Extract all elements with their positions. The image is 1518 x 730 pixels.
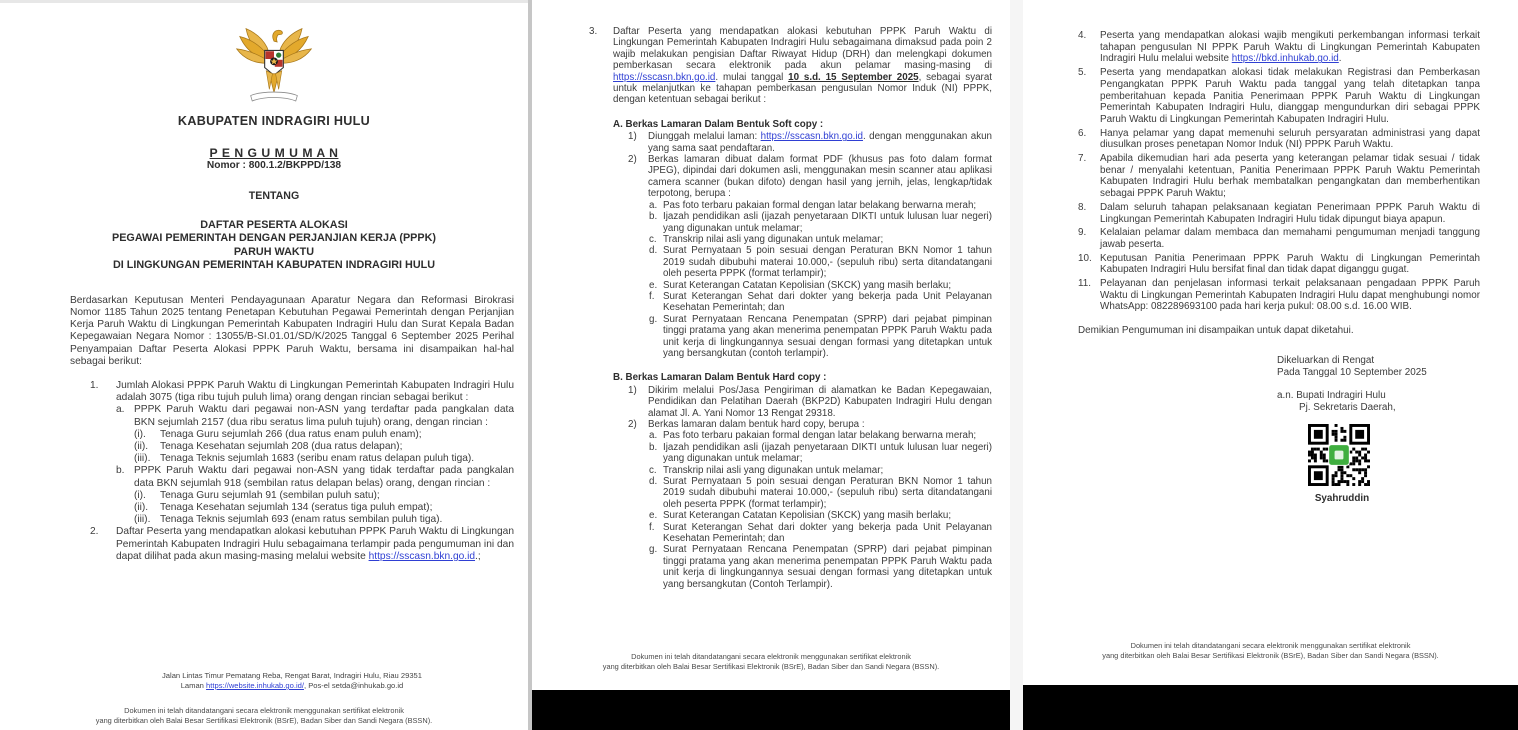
list-item-1: 1. Jumlah Alokasi PPPK Paruh Waktu di Lingkungan Pemerintah Kabupaten Indragiri Hulu adalah 3075 (tiga ribu tujuh puluh lima) orang dengan rincian sebagai berikut : a. PPPK Paruh Waktu dari pegawai non-ASN yang terdaftar pada pangkalan data BKN sejumlah 2157 (dua ribu seratus lima puluh tujuh) orang, dengan rincian : (i). Tenaga Guru sejumlah 266 (dua ratus enam puluh enam); (ii). Tenaga Kesehatan sejumlah 208 (dua ratus delapan); (iii). Tenaga Teknis sejumlah 1683 (seribu enam ratus delapan puluh tiga). b. PPPK Paruh Waktu dari pegawai non-ASN yang tidak terdaftar pada pangkalan data BKN sejumlah 918 (sembilan ratus delapan belas) orang, dengan rincian : (i). Tenaga Guru sejumlah 91 (sembilan puluh satu); (ii). Tenaga Kesehatan sejumlah 134 (seratus tiga puluh empat); (iii). Tenaga Teknis sejumlah 693 (enam ratus sembilan puluh tiga). [90,380,514,526]
doc-item: g. Surat Pernyataan Rencana Penempatan (SPRP) dari pejabat pimpinan tinggi pratama yang akan menerima penempatan PPPK Paruh Waktu pada unit kerja di lingkungannya sesuai dengan formasi yang ditetapkan untuk yang bersangkutan (Contoh Terlampir). [649,544,992,590]
address-line: Jalan Lintas Timur Pematang Reba, Rengat Barat, Indragiri Hulu, Riau 29351 [161,671,423,680]
doc-item: e. Surat Keterangan Catatan Kepolisian (SKCK) yang masih berlaku; [649,279,952,291]
doc-item: f. Surat Keterangan Sehat dari dokter yang bekerja pada Unit Pelayanan Kesehatan Pemerintah; dan [649,290,992,314]
sscasn-link[interactable]: https://sscasn.bkn.go.id [368,550,476,562]
point-ii: (ii). Tenaga Kesehatan sejumlah 208 (dua ratus delapan); [134,441,403,453]
page-2 [532,0,1010,690]
subject-line: DI LINGKUNGAN PEMERINTAH KABUPATEN INDRAGIRI HULU [112,259,436,272]
list-item-text: Jumlah Alokasi PPPK Paruh Waktu di Lingkungan Pemerintah Kabupaten Indragiri Hulu adalah 3075 (tiga ribu tujuh puluh lima) orang dengan rincian sebagai berikut : [116,380,514,404]
doc-item: c. Transkrip nilai asli yang digunakan untuk melamar; [649,464,884,476]
list-item-4: 4. Peserta yang mendapatkan alokasi wajib mengikuti perkembangan informasi terkait tahapan pengusulan NI PPPK Paruh Waktu di Lingkungan Pemerintah Kabupaten Indragiri Hulu melalui website https://bkd.inhukab.go.id. [1078,30,1480,65]
address-contact-line: Laman https://website.inhukab.go.id/, Pos-el setda@inhukab.go.id [180,681,404,690]
tentang-label: TENTANG [248,189,300,202]
sub-item-b: b. PPPK Paruh Waktu dari pegawai non-ASN yang tidak terdaftar pada pangkalan data BKN sejumlah 918 (sembilan ratus delapan belas) orang, dengan rincian : (i). Tenaga Guru sejumlah 91 (sembilan puluh satu); (ii). Tenaga Kesehatan sejumlah 134 (seratus tiga puluh empat); (iii). Tenaga Teknis sejumlah 693 (enam ratus sembilan puluh tiga). [116,465,514,526]
doc-item: e. Surat Keterangan Catatan Kepolisian (SKCK) yang masih berlaku; [649,510,952,522]
list-item-10: 10. Keputusan Panitia Penerimaan PPPK Paruh Waktu di Lingkungan Pemerintah Kabupaten Indragiri Hulu bersifat final dan tidak dapat diganggu gugat. [1078,252,1480,276]
footer-address [70,671,514,691]
doc-item: d. Surat Pernyataan 5 poin sesuai dengan Peraturan BKN Nomor 1 tahun 2019 sudah dibubuhi materai 10.000,- (sepuluh ribu) serta ditandatangani oleh peserta PPPK (format terlampir); [649,245,992,280]
doc-item: g. Surat Pernyataan Rencana Penempatan (SPRP) dari pejabat pimpinan tinggi pratama yang akan menerima penempatan PPPK Paruh Waktu pada unit kerja di lingkungannya sesuai dengan formasi yang ditetapkan untuk yang bersangkutan (contoh terlampir). [649,313,992,359]
announcement-title: P E N G U M U M A N [209,146,339,161]
subject-title [84,219,464,273]
sub-item-a: a. PPPK Paruh Waktu dari pegawai non-ASN yang terdaftar pada pangkalan data BKN sejumlah 2157 (dua ribu seratus lima puluh tujuh) orang, dengan rincian : (i). Tenaga Guru sejumlah 266 (dua ratus enam puluh enam); (ii). Tenaga Kesehatan sejumlah 208 (dua ratus delapan); (iii). Tenaga Teknis sejumlah 1683 (seribu enam ratus delapan puluh tiga). [116,404,514,465]
doc-item: c. Transkrip nilai asli yang digunakan untuk melamar; [649,233,884,245]
list-item-5: 5. Peserta yang mendapatkan alokasi tidak melakukan Registrasi dan Pemberkasan Pengangkatan PPPK Paruh Waktu pada tanggal yang telah ditetapkan tanpa pemberitahuan kepada Panitia Penerimaan PPPK Paruh Waktu di Lingkungan Pemerintah Kabupaten Indragiri Hulu, dianggap mengundurkan diri sebagai PPPK Paruh Waktu di Lingkungan Pemerintah Kabupaten Indragiri Hulu. [1078,67,1480,125]
website-link[interactable]: https://website.inhukab.go.id/ [206,681,304,690]
agency-name: KABUPATEN INDRAGIRI HULU [177,114,371,128]
issued-place: Dikeluarkan di Rengat [1277,354,1375,366]
page-separator [1010,0,1023,730]
scan-black-bar [1023,685,1518,730]
hard-copy-item-1: 1) Dikirim melalui Pos/Jasa Pengiriman di alamatkan ke Badan Kepegawaian, Pendidikan dan Pelatihan Daerah (BKP2D) Kabupaten Indragiri Hulu dengan alamat Jl. A. Yani Nomor 13 Rengat 29318. [628,384,992,419]
signer-position: Pj. Sekretaris Daerah, [1299,402,1396,414]
soft-copy-item-2: 2) Berkas lamaran dibuat dalam format PDF (khusus pas foto dalam format JPEG), dipindai dari dokumen asli, menggunakan mesin scanner atau aplikasi camera scanner (bukan difoto) dengan hasil yang jernih, jelas, lengkap/tidak terpotong, berupa : a. Pas foto terbaru pakaian formal dengan latar belakang berwarna merah; b. Ijazah pendidikan asli (ijazah penyetaraan DIKTI untuk lulusan luar negeri) yang digunakan untuk melamar; c. Transkrip nilai asli yang digunakan untuk melamar; d. Surat Pernyataan 5 poin sesuai dengan Peraturan BKN Nomor 1 tahun 2019 sudah dibubuhi materai 10.000,- (sepuluh ribu) serta ditandatangani oleh peserta PPPK (format terlampir); e. Surat Keterangan Catatan Kepolisian (SKCK) yang masih berlaku; f. Surat Keterangan Sehat dari dokter yang bekerja pada Unit Pelayanan Kesehatan Pemerintah; dan g. Surat Pernyataan Rencana Penempatan (SPRP) dari pejabat pimpinan tinggi pratama yang akan menerima penempatan PPPK Paruh Waktu pada unit kerja di lingkungannya sesuai dengan formasi yang ditetapkan untuk yang bersangkutan (contoh terlampir). [628,154,992,359]
point-iii: (iii). Tenaga Teknis sejumlah 693 (enam ratus sembilan puluh tiga). [134,514,443,526]
bkd-link[interactable]: https://bkd.inhukab.go.id [1231,53,1339,65]
subject-line: PARUH WAKTU [233,245,315,258]
on-behalf-of: a.n. Bupati Indragiri Hulu [1277,389,1386,401]
point-iii: (iii). Tenaga Teknis sejumlah 1683 (seribu enam ratus delapan puluh tiga). [134,453,475,465]
list-item-8: 8. Dalam seluruh tahapan pelaksanaan kegiatan Penerimaan PPPK Paruh Waktu di Lingkungan Pemerintah Kabupaten Indragiri Hulu tidak dipungut biaya apapun. [1078,201,1480,225]
section-a-title: A. Berkas Lamaran Dalam Bentuk Soft copy : [613,118,824,130]
doc-item: f. Surat Keterangan Sehat dari dokter yang bekerja pada Unit Pelayanan Kesehatan Pemerintah; dan [649,521,992,545]
hard-copy-item-2: 2) Berkas lamaran dalam bentuk hard copy, berupa : a. Pas foto terbaru pakaian formal dengan latar belakang berwarna merah; b. Ijazah pendidikan asli (ijazah penyetaraan DIKTI untuk lulusan luar negeri) yang digunakan untuk melamar; c. Transkrip nilai asli yang digunakan untuk melamar; d. Surat Pernyataan 5 poin sesuai dengan Peraturan BKN Nomor 1 tahun 2019 sudah dibubuhi materai 10.000,- (sepuluh ribu) serta ditandatangani oleh peserta PPPK (format terlampir); e. Surat Keterangan Catatan Kepolisian (SKCK) yang masih berlaku; f. Surat Keterangan Sehat dari dokter yang bekerja pada Unit Pelayanan Kesehatan Pemerintah; dan g. Surat Pernyataan Rencana Penempatan (SPRP) dari pejabat pimpinan tinggi pratama yang akan menerima penempatan PPPK Paruh Waktu pada unit kerja di lingkungannya sesuai dengan formasi yang ditetapkan untuk yang bersangkutan (Contoh Terlampir). [628,419,992,590]
list-item-3: 3. Daftar Peserta yang mendapatkan alokasi kebutuhan PPPK Paruh Waktu di Lingkungan Pemerintah Kabupaten Indragiri Hulu sebagaimana dimaksud pada poin 2 wajib melakukan pengisian Daftar Riwayat Hidup (DRH) dan melengkapi dokumen pemberkasan secara elektronik pada akun pelamar masing-masing di https://sscasn.bkn.go.id. mulai tanggal 10 s.d. 15 September 2025, sebagai syarat untuk melanjutkan ke tahapan pemberkasan pengusulan Nomor Induk (NI) PPPK, dengan ketentuan sebagai berikut : [589,26,992,106]
section-b-list [628,385,992,590]
section-a-list [628,131,992,359]
page-3 [1023,0,1518,685]
doc-item: a. Pas foto terbaru pakaian formal dengan latar belakang berwarna merah; [649,430,977,442]
scan-black-bar [532,690,1010,730]
document-number: Nomor : 800.1.2/BKPPD/138 [206,160,342,172]
list-item-11: 11. Pelayanan dan penjelasan informasi terkait pelaksanaan pengadaan PPPK Paruh Waktu di Lingkungan Pemerintah Kabupaten Indragiri Hulu dapat menghubungi nomor WhatsApp: 082289693100 pada hari kerja pukul: 08.00 s.d. 16.00 WIB. [1078,278,1480,313]
section-b-title: B. Berkas Lamaran Dalam Bentuk Hard copy : [613,372,827,384]
doc-item: b. Ijazah pendidikan asli (ijazah penyetaraan DIKTI untuk lulusan luar negeri) yang digunakan untuk melamar; [649,211,992,234]
list-item-7: 7. Apabila dikemudian hari ada peserta yang keterangan pelamar tidak sesuai / tidak benar / menyalahi ketentuan, Panitia Penerimaan PPPK Paruh Waktu Pemerintah Kabupaten Indragiri Hulu berhak membatalkan pengangkatan dan memberhentikan sebagai PPPK Paruh Waktu; [1078,153,1480,200]
signature-block [1277,355,1480,415]
list-item-2: 2. Daftar Peserta yang mendapatkan alokasi kebutuhan PPPK Paruh Waktu di Lingkungan Pemerintah Kabupaten Indragiri Hulu sebagaimana terlampir pada pengumuman ini dan dapat dilihat pada akun masing-masing melalui website https://sscasn.bkn.go.id.; [90,526,514,562]
list-item-6: 6. Hanya pelamar yang dapat memenuhi seluruh persyaratan administrasi yang dapat diusulkan proses penetapan Nomor Induk (NI) PPPK Paruh Waktu. [1078,127,1480,151]
intro-paragraph: Berdasarkan Keputusan Menteri Pendayagunaan Aparatur Negara dan Reformasi Birokrasi Nomor 1185 Tahun 2025 tentang Penetapan Kebutuhan Pegawai Pemerintah dengan Perjanjian Kerja Paruh Waktu di Lingkungan Pemerintah Kabupaten Indragiri Hulu dan Surat Kepala Badan Kepegawaian Negara Nomor : 13055/B-SI.01.01/SD/K/2025 Tanggal 6 September 2025 Perihal Penyampaian Daftar Peserta Alokasi PPPK Paruh Waktu, bersama ini disampaikan hal-hal sebagai berikut: [70,294,514,367]
point-ii: (ii). Tenaga Kesehatan sejumlah 134 (seratus tiga puluh empat); [134,502,433,514]
page-1 [0,0,528,730]
esign-certificate-note: Dokumen ini telah ditandatangani secara elektronik menggunakan sertifikat elektronik yang diterbitkan oleh Balai Besar Sertifikasi Elektronik (BSrE), Badan Siber dan Sandi Negara (BSSN). [602,652,940,671]
garuda-pancasila-emblem [235,24,313,108]
doc-item: b. Ijazah pendidikan asli (ijazah penyetaraan DIKTI untuk lulusan luar negeri) yang digunakan untuk melamar; [649,441,992,465]
point-i: (i). Tenaga Guru sejumlah 91 (sembilan puluh satu); [134,489,380,501]
sscasn-link[interactable]: https://sscasn.bkn.go.id [760,131,864,143]
closing-sentence: Demikian Pengumuman ini disampaikan untuk dapat diketahui. [1078,325,1354,337]
sscasn-link[interactable]: https://sscasn.bkn.go.id [613,71,716,83]
esign-certificate-note: Dokumen ini telah ditandatangani secara elektronik menggunakan sertifikat elektronik yang diterbitkan oleh Balai Besar Sertifikasi Elektronik (BSrE), Badan Siber dan Sandi Negara (BSSN). [1102,641,1439,660]
subject-line: DAFTAR PESERTA ALOKASI [200,218,348,231]
esign-certificate-note: Dokumen ini telah ditandatangani secara elektronik menggunakan sertifikat elektronik yang diterbitkan oleh Balai Besar Sertifikasi Elektronik (BSrE), Badan Siber dan Sandi Negara (BSSN). [95,706,433,725]
issued-date: Pada Tanggal 10 September 2025 [1277,367,1427,379]
soft-copy-item-1: 1) Diunggah melalui laman: https://sscasn.bkn.go.id. dengan menggunakan akun yang sama saat pendaftaran. [628,131,992,154]
doc-item: a. Pas foto terbaru pakaian formal dengan latar belakang berwarna merah; [649,199,977,211]
list-item-9: 9. Kelalaian pelamar dalam membaca dan memahami pengumuman menjadi tanggung jawab peserta. [1078,227,1480,250]
qr-code-signature [1308,424,1370,486]
date-range: 10 s.d. 15 September 2025 [788,71,919,83]
numbered-list [90,380,514,563]
doc-item: d. Surat Pernyataan 5 poin sesuai dengan Peraturan BKN Nomor 1 tahun 2019 sudah dibubuhi materai 10.000,- (sepuluh ribu) serta ditandatangani oleh peserta PPPK (format terlampir); [649,476,992,510]
subject-line: PEGAWAI PEMERINTAH DENGAN PERJANJIAN KERJA (PPPK) [112,232,436,245]
letterhead [84,24,464,273]
signer-name: Syahruddin [1314,492,1370,504]
point-i: (i). Tenaga Guru sejumlah 266 (dua ratus enam puluh enam); [134,428,422,440]
